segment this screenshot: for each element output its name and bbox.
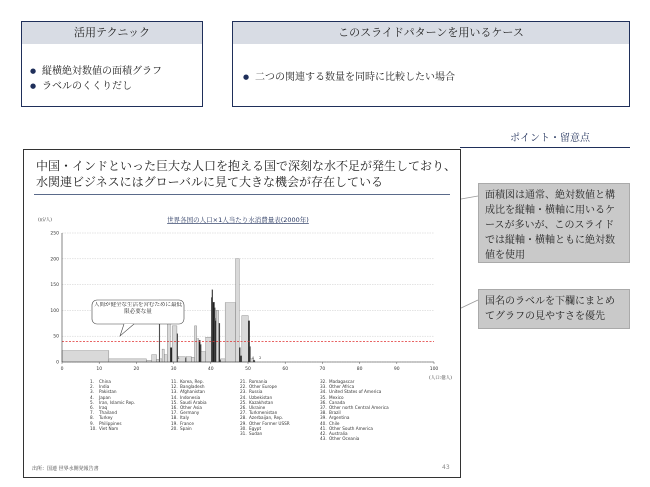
legend-country: Philippines <box>99 420 122 426</box>
legend-number: 40. <box>320 420 327 426</box>
legend-number: 6. <box>90 405 94 411</box>
legend-country: Spain <box>180 425 192 431</box>
bar-8 <box>162 349 164 362</box>
callout-text: 人間が健全な生活を営むために最低限必要な量 <box>94 302 182 315</box>
legend-col-1 <box>90 379 135 431</box>
x-tick-label: 10 <box>96 367 103 372</box>
legend-number: 1. <box>90 379 94 384</box>
use-case-item: ● 二つの関連する数量を同時に比較したい場合 <box>243 70 629 85</box>
x-tick-label: 100 <box>429 367 439 372</box>
legend-number: 35. <box>320 394 327 400</box>
legend-country: Other Asia <box>180 405 202 411</box>
legend-number: 30. <box>240 425 247 431</box>
use-case-header: このスライドパターンを用いるケース <box>232 21 630 45</box>
area-chart <box>24 150 460 380</box>
small-number-label: 4 <box>251 356 254 360</box>
note-area-axes: 面積図は通常、絶対数値と構成比を縦軸・横軸に用いるケースが多いが、このスライドでは縦軸・横軸ともに絶対数値を使用 <box>478 183 630 263</box>
bar-31 <box>219 323 220 362</box>
bar-36 <box>239 348 240 362</box>
callout-pointer <box>120 324 134 336</box>
legend-col-4 <box>320 379 389 441</box>
legend-number: 41. <box>320 425 327 431</box>
legend-country: Other Oceania <box>329 436 360 442</box>
legend-country: Germany <box>180 410 200 416</box>
legend-number: 27. <box>240 410 247 416</box>
x-tick-label: 50 <box>245 367 251 372</box>
legend-number: 31. <box>240 431 247 437</box>
x-tick-label: 20 <box>133 367 140 372</box>
x-tick-label: 80 <box>356 367 363 372</box>
bar-12 <box>172 326 180 362</box>
legend-country: Russia <box>249 389 263 395</box>
legend-country: Viet Nam <box>99 425 119 431</box>
legend-country: Other north Central America <box>329 405 389 411</box>
legend-number: 10. <box>90 425 97 431</box>
legend-country: Indonesia <box>180 394 201 400</box>
x-tick-label: 40 <box>207 367 214 372</box>
source-note: 出所：国連 世界水開発報告書 <box>32 466 99 472</box>
legend-number: 20. <box>171 425 178 431</box>
techniques-header: 活用テクニック <box>21 21 203 45</box>
x-tick-label: 90 <box>393 367 400 372</box>
legend-number: 23. <box>240 389 247 395</box>
legend-number: 13. <box>171 389 178 395</box>
legend-number: 18. <box>171 415 178 421</box>
note-label-placement: 国名のラベルを下欄にまとめてグラフの見やすさを優先 <box>478 289 630 329</box>
legend-number: 21. <box>240 379 247 384</box>
bar-30 <box>216 310 219 362</box>
bar-18 <box>194 326 196 362</box>
legend-col-3 <box>240 379 290 436</box>
legend-col-2 <box>171 379 207 431</box>
legend-country: China <box>99 379 111 384</box>
y-tick-label: 250 <box>50 231 59 237</box>
legend-country: Other Europe <box>249 384 277 390</box>
y-tick-label: 200 <box>50 257 59 263</box>
legend-country: Australia <box>329 431 348 437</box>
slide-frame <box>23 149 461 478</box>
legend-number: 36. <box>320 399 327 405</box>
legend-number: 25. <box>240 399 247 405</box>
legend-country: Saudi Arabia <box>180 399 207 405</box>
legend-country: Argentina <box>329 415 350 421</box>
legend-number: 26. <box>240 405 247 411</box>
legend-number: 24. <box>240 394 247 400</box>
slide-headline: 中国・インドといった巨大な人口を抱える国で深刻な水不足が発生しており、水関連ビジネスにはグローバルに見て大きな機会が存在している <box>36 159 457 189</box>
legend-country: Afghanistan <box>180 389 205 395</box>
legend-number: 15. <box>171 399 178 405</box>
small-number-label: 2 <box>259 356 262 360</box>
y-tick-label: 150 <box>50 283 59 289</box>
bar-2 <box>109 359 147 362</box>
legend-number: 4. <box>90 394 94 400</box>
bar-33 <box>221 359 225 362</box>
legend-country: Thailand <box>99 410 117 416</box>
bar-11 <box>170 348 172 362</box>
bar-4 <box>152 355 157 362</box>
x-axis-label: (人口:億人) <box>429 376 453 380</box>
chart-title: 世界各国の人口×1人当たり水消費量表(2000年) <box>167 216 309 224</box>
legend-number: 28. <box>240 415 247 421</box>
legend-country: Other South America <box>329 425 373 431</box>
legend-number: 11. <box>171 379 178 384</box>
legend-country: Madagascar <box>329 379 355 384</box>
x-tick-label: 70 <box>319 367 326 372</box>
legend-country: Turkey <box>99 415 113 421</box>
bar-22 <box>201 352 205 362</box>
legend-number: 17. <box>171 410 178 416</box>
legend-country: United States of America <box>329 389 382 395</box>
legend-entry <box>320 436 389 441</box>
legend-country: Canada <box>329 399 345 405</box>
legend-country: Ukraine <box>249 405 266 411</box>
bar-23 <box>206 337 212 362</box>
x-tick-label: 0 <box>60 367 64 372</box>
legend-country: Sudan <box>249 431 263 437</box>
legend-number: 43. <box>320 436 327 442</box>
bar-17 <box>191 357 194 362</box>
legend-country: Japan <box>99 394 111 400</box>
legend-number: 39. <box>320 415 327 421</box>
legend-country: India <box>99 384 110 390</box>
technique-item: ● ラベルのくくりだし <box>30 79 202 94</box>
bar-37 <box>240 356 241 362</box>
legend-country: Mexico <box>329 394 344 400</box>
legend-country: Iraq <box>99 405 108 411</box>
legend-country: Korea, Rep. <box>180 379 204 384</box>
bar-5 <box>156 359 159 362</box>
legend-country: Romania <box>249 379 268 384</box>
legend-country: Bangladesh <box>180 384 205 390</box>
legend-number: 3. <box>90 389 94 395</box>
legend-entry <box>240 431 290 436</box>
legend-number: 7. <box>90 410 94 416</box>
y-axis-label: (㎥/人) <box>38 218 53 223</box>
bar-19 <box>197 339 199 362</box>
legend-entry <box>171 426 207 431</box>
bar-10 <box>167 323 170 362</box>
legend-number: 32. <box>320 379 327 384</box>
legend-country: Turkmenistan <box>249 410 278 416</box>
bar-7 <box>160 359 162 362</box>
bar-1 <box>62 351 109 362</box>
legend-number: 14. <box>171 394 178 400</box>
legend-entry <box>90 426 135 431</box>
legend-country: Kazakhstan <box>249 399 274 405</box>
legend-number: 29. <box>240 420 247 426</box>
small-number-label: 1 <box>177 356 180 360</box>
legend-number: 19. <box>171 420 178 426</box>
legend-number: 37. <box>320 405 327 411</box>
y-tick-label: 50 <box>53 334 59 340</box>
legend-country: Pakistan <box>99 389 117 395</box>
legend-number: 42. <box>320 431 327 437</box>
legend-number: 2. <box>90 384 94 390</box>
legend-country: Uzbekistan <box>249 394 273 400</box>
x-tick-label: 60 <box>282 367 289 372</box>
legend-number: 9. <box>90 420 94 426</box>
bar-9 <box>164 355 167 362</box>
legend-country: Other Former USSR <box>249 420 290 426</box>
bar-20 <box>199 340 200 362</box>
bar-34 <box>225 303 235 362</box>
legend-number: 8. <box>90 415 94 421</box>
legend-number: 16. <box>171 405 178 411</box>
legend-country: France <box>180 420 194 426</box>
slide-page-number: 43 <box>442 464 450 471</box>
legend-number: 12. <box>171 384 178 390</box>
legend-country: Other Africa <box>329 384 355 390</box>
legend-number: 38. <box>320 410 327 416</box>
points-title: ポイント・留意点 <box>510 133 590 144</box>
bar-16 <box>186 357 191 362</box>
legend-number: 5. <box>90 399 94 405</box>
legend-country: Azerbaijan, Rep. <box>249 415 284 421</box>
y-tick-label: 100 <box>50 308 59 314</box>
x-tick-label: 30 <box>170 367 177 372</box>
technique-item: ● 縦横絶対数値の面積グラフ <box>30 64 202 79</box>
legend-number: 34. <box>320 389 327 395</box>
legend-country: Egypt <box>249 425 262 431</box>
legend-country: Italy <box>180 415 190 421</box>
legend-country: Brazil <box>329 410 341 416</box>
legend-number: 22. <box>240 384 247 390</box>
bar-26 <box>213 302 215 362</box>
y-tick-label: 0 <box>56 360 59 366</box>
legend-country: Iran, Islamic Rep. <box>99 399 136 405</box>
legend-number: 33. <box>320 384 327 390</box>
legend-country: Chile <box>329 420 340 426</box>
bar-35 <box>236 259 240 362</box>
bar-38 <box>242 316 248 362</box>
